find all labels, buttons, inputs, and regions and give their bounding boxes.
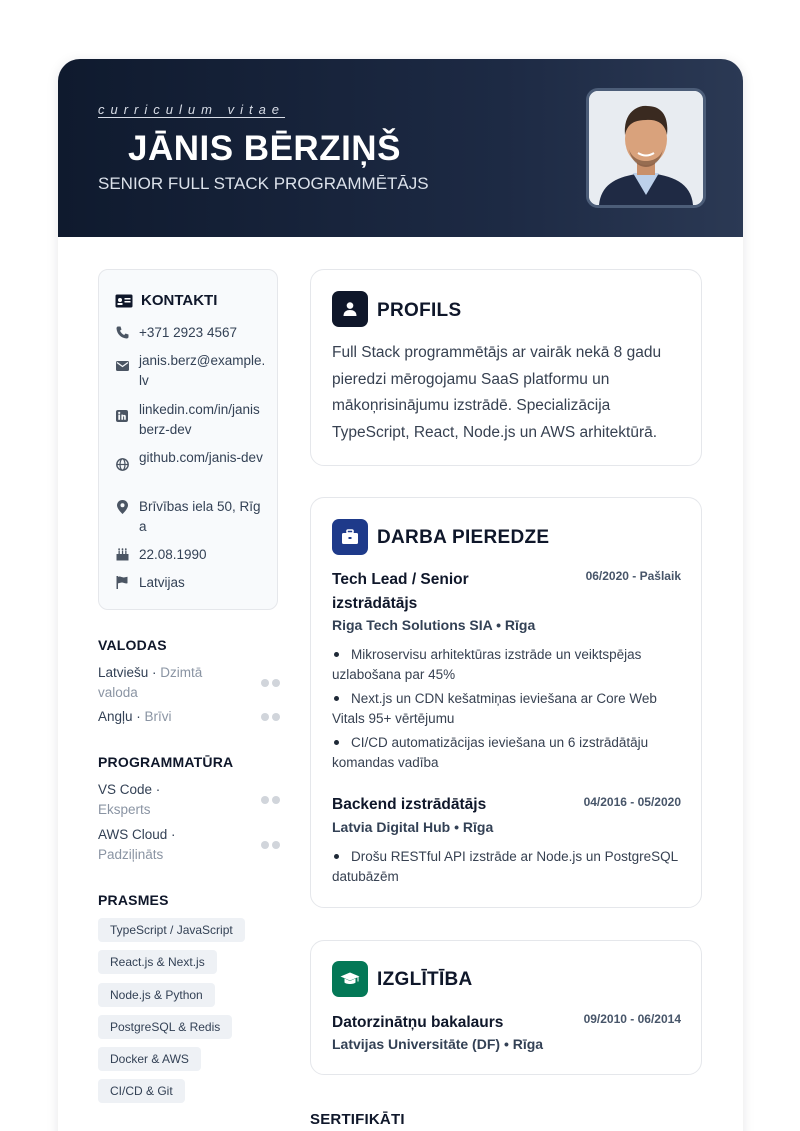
language-level: Dzimtā valoda bbox=[98, 665, 203, 700]
job-achievement: Next.js un CDN kešatmiņas ieviešana ar Core Web Vitals 95+ vērtējumu bbox=[332, 691, 657, 726]
software-item: AWS Cloud · Padziļināts bbox=[98, 825, 280, 865]
language-name: Latviešu bbox=[98, 665, 149, 680]
skill-chip: Docker & AWS bbox=[98, 1047, 201, 1071]
language-name: Angļu bbox=[98, 709, 133, 724]
birthday-cake-icon bbox=[116, 548, 129, 561]
language-item: Angļu · Brīvi bbox=[98, 707, 280, 727]
level-dots bbox=[261, 825, 280, 865]
contact-phone-text: +371 2923 4567 bbox=[139, 325, 237, 340]
skill-chip: CI/CD & Git bbox=[98, 1079, 185, 1103]
briefcase-icon bbox=[332, 519, 368, 555]
cv-header bbox=[58, 59, 743, 237]
cv-card bbox=[58, 59, 743, 1131]
person-icon bbox=[332, 291, 368, 327]
contact-email[interactable] bbox=[115, 351, 267, 391]
software-name: VS Code bbox=[98, 782, 153, 797]
full-name: JĀNIS BĒRZIŅŠ bbox=[128, 129, 401, 168]
job-date: 06/2020 - Pašlaik bbox=[585, 569, 681, 583]
phone-icon bbox=[116, 326, 129, 339]
contact-website-text: github.com/janis-dev bbox=[139, 450, 263, 465]
education-date: 09/2010 - 06/2014 bbox=[583, 1012, 681, 1026]
job-title: Backend izstrādātājs bbox=[332, 796, 487, 813]
experience-section bbox=[310, 497, 702, 908]
cv-tagline: curriculum vitae bbox=[98, 102, 286, 117]
contacts-title: KONTAKTI bbox=[141, 292, 218, 309]
job-achievement: CI/CD automatizācijas ieviešana un 6 izstrādātāju komandas vadība bbox=[332, 735, 649, 770]
job-role: SENIOR FULL STACK PROGRAMMĒTĀJS bbox=[98, 174, 429, 193]
job-title: Tech Lead / Senior izstrādātājs bbox=[332, 571, 469, 612]
level-dots bbox=[261, 780, 280, 820]
languages-heading: VALODAS bbox=[98, 637, 167, 653]
profile-heading: PROFILS bbox=[377, 300, 462, 321]
id-card-icon bbox=[115, 294, 133, 308]
contacts-heading bbox=[115, 292, 217, 309]
experience-heading: DARBA PIEREDZE bbox=[377, 527, 550, 548]
job-company: Riga Tech Solutions SIA • Rīga bbox=[332, 617, 536, 633]
profile-summary: Full Stack programmētājs ar vairāk nekā 8 gadu pieredzi mērogojamu SaaS platformu un mākoņrisinājumu izstrādē. Specializācija TypeScript, React, Node.js un AWS arhitektūrā. bbox=[332, 344, 662, 441]
language-level: Brīvi bbox=[144, 709, 172, 724]
skill-chip: TypeScript / JavaScript bbox=[98, 918, 245, 942]
graduation-cap-icon bbox=[332, 961, 368, 997]
contact-nationality bbox=[115, 573, 267, 593]
skill-chip: Node.js & Python bbox=[98, 983, 215, 1007]
contact-email-text: janis.berz@example.lv bbox=[139, 353, 266, 388]
software-name: AWS Cloud bbox=[98, 827, 168, 842]
skill-chip: React.js & Next.js bbox=[98, 950, 217, 974]
email-icon bbox=[116, 361, 129, 371]
flag-icon bbox=[116, 576, 128, 589]
contact-linkedin-text: linkedin.com/in/janisberz-dev bbox=[139, 402, 260, 437]
contact-nationality-text: Latvijas bbox=[139, 575, 185, 590]
school-name: Latvijas Universitāte (DF) • Rīga bbox=[332, 1036, 544, 1052]
profile-section bbox=[310, 269, 702, 466]
job-company: Latvia Digital Hub • Rīga bbox=[332, 819, 494, 835]
contacts-box bbox=[98, 269, 278, 610]
degree-title: Datorzinātņu bakalaurs bbox=[332, 1014, 504, 1031]
linkedin-icon bbox=[116, 410, 128, 422]
language-item: Latviešu · Dzimtā valoda bbox=[98, 663, 280, 703]
software-level: Eksperts bbox=[98, 802, 151, 817]
profile-photo bbox=[586, 88, 706, 208]
skills-heading: PRASMES bbox=[98, 892, 169, 908]
level-dots bbox=[261, 707, 280, 727]
globe-icon bbox=[116, 458, 129, 471]
software-item: VS Code · Eksperts bbox=[98, 780, 280, 820]
contact-website[interactable] bbox=[115, 448, 267, 471]
contact-birthdate bbox=[115, 545, 267, 565]
skill-chip: PostgreSQL & Redis bbox=[98, 1015, 232, 1039]
software-heading: PROGRAMMATŪRA bbox=[98, 754, 234, 770]
contact-address bbox=[115, 497, 267, 537]
job-achievement: Mikroservisu arhitektūras izstrāde un veiktspējas uzlabošana par 45% bbox=[332, 647, 642, 682]
job-achievement: Drošu RESTful API izstrāde ar Node.js un PostgreSQL datubāzēm bbox=[332, 849, 678, 884]
location-icon bbox=[117, 500, 128, 514]
contact-linkedin[interactable] bbox=[115, 400, 267, 440]
contact-phone[interactable] bbox=[115, 323, 267, 343]
job-date: 04/2016 - 05/2020 bbox=[583, 795, 681, 809]
level-dots bbox=[261, 663, 280, 703]
education-heading: IZGLĪTĪBA bbox=[377, 969, 473, 990]
contact-birthdate-text: 22.08.1990 bbox=[139, 547, 207, 562]
certificates-heading: SERTIFIKĀTI bbox=[310, 1111, 405, 1128]
software-level: Padziļināts bbox=[98, 847, 164, 862]
education-section bbox=[310, 940, 702, 1075]
contact-address-text: Brīvības iela 50, Rīga bbox=[139, 499, 261, 534]
